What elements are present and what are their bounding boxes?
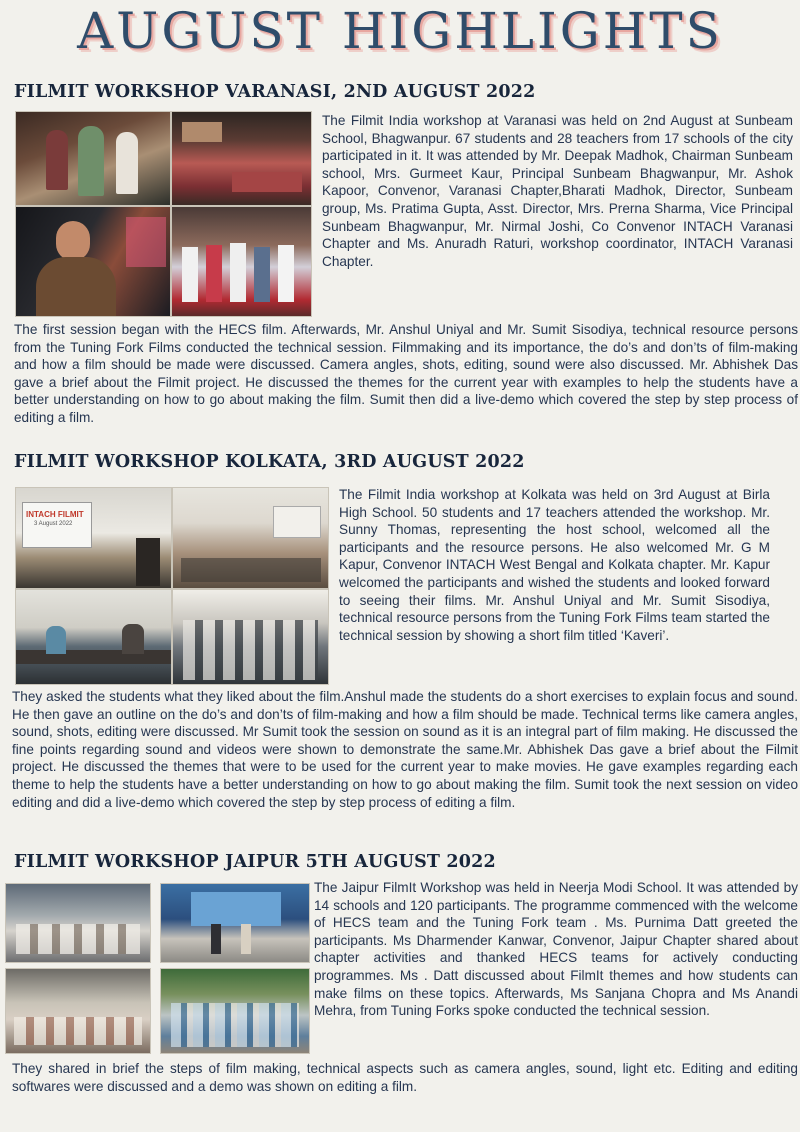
jaipur-session-text: They shared in brief the steps of film making, technical aspects such as camera angles, sound, light etc. Editing and editing softwares were discussed and a demo was shown on editing a film. [12,1061,798,1094]
kolkata-session-text: They asked the students what they liked about the film.Anshul made the students do a short exercises to explain focus and sound. He then gave an outline on the do’s and don’ts of film-making and how a film should be made. Technical terms like camera angles, sound, shots, editing were discussed. Mr Sumit took the session on sound as it is an integral part of film making. He discussed the fine points regarding sound and videos were shown to demonstrate the same.Mr. Abhishek Das gave a brief about the Filmit project. He discussed the themes that were to be used for the current year to make movies. He gave examples regarding each theme to help the students have a better understanding on how to go about making the film. Sumit took the next session on video editing and did a live-demo which covered the step by step process of editing a film. [12,689,798,810]
jaipur-intro-text: The Jaipur FilmIt Workshop was held in Neerja Modi School. It was attended by 14 schools and 120 participants. The programme commenced with the welcome of HECS team and the Tuning Fork team . Ms. Purnima Datt greeted the participants. Ms Dharmender Kanwar, Convenor, Jaipur Chapter shared about chapter activities and thanked HECS teams for actively conducting programmes. Ms . Datt discussed about FilmIt themes and how students can make films on these topics. Afterwards, Ms Sanjana Chopra and Ms Anandi Mehra, from Tuning Forks spoke conducted the technical session. [314,880,798,1019]
intach-screen-date: 3 August 2022 [34,521,73,527]
photo-jaipur-seminar [5,968,151,1054]
kolkata-intro-text: The Filmit India workshop at Kolkata was held on 3rd August at Birla High School. 50 students and 17 teachers attended the workshop. Mr. Sunny Thomas, representing the host school, welcomed all the participants and the resource persons. He also welcomed Mr. G M Kapur, Convenor INTACH West Bengal and Kolkata chapter. Mr. Kapur welcomed the participants and wished the students and looked forward to seeing their films. Mr. Anshul Uniyal and Mr. Sumit Sisodiya, technical resource persons from the Tuning Fork Films team started the technical session by showing a short film titled ‘Kaveri’. [339,487,770,643]
photo-jaipur-stage [160,883,310,963]
photo-kolkata-panel [15,589,172,685]
section-heading-jaipur: FILMIT WORKSHOP JAIPUR 5TH AUGUST 2022 [14,852,496,872]
photo-kolkata-podium [15,487,172,589]
photo-kolkata-students [172,589,329,685]
intach-screen-text: INTACH FILMIT [26,510,84,519]
photo-varanasi-lamp-lighting [15,111,171,206]
varanasi-session-text: The first session began with the HECS film. Afterwards, Mr. Anshul Uniyal and Mr. Sumit Sisodiya, technical resource persons from the Tuning Fork Films conducted the technical session. Filmmaking and its importance, the do’s and don’ts of film-making and how a film should be made were discussed. Camera angles, shots, editing, sound were also discussed. Mr. Abhishek Das gave a brief about the Filmit project. He discussed the themes for the current year with examples to help the students have a better understanding on how to go about making the film. Sumit then did a live-demo which covered the step by step process of editing a film. [14,322,798,425]
photo-jaipur-outdoor [160,968,310,1054]
photo-varanasi-speaker [15,206,171,317]
photo-varanasi-group [171,206,312,317]
varanasi-intro-text: The Filmit India workshop at Varanasi was held on 2nd August at Sunbeam School, Bhagwanpur. 67 students and 28 teachers from 17 schools of the city participated in it. It was attended by Mr. Deepak Madhok, Chairman Sunbeam school, Mrs. Gurmeet Kaur, Principal Sunbeam Bhagwanpur, Mr. Ashok Kapoor, Convenor, Varanasi Chapter,Bharati Madhok, Director, Sunbeam group, Ms. Pratima Gupta, Asst. Director, Mrs. Prerna Sharma, Vice Principal Sunbeam Bhagwanpur, Mr. Nirmal Joshi, Co Convenor INTACH Varanasi Chapter and Ms. Anuradh Raturi, workshop coordinator, INTACH Varanasi Chapter. [322,113,793,269]
photo-varanasi-auditorium [171,111,312,206]
section-heading-varanasi: FILMIT WORKSHOP VARANASI, 2ND AUGUST 2022 [14,82,536,102]
photo-jaipur-discussion [5,883,151,963]
photo-kolkata-classroom [172,487,329,589]
page-title: AUGUST HIGHLIGHTS [77,2,723,60]
section-heading-kolkata: FILMIT WORKSHOP KOLKATA, 3RD AUGUST 2022 [14,452,525,472]
